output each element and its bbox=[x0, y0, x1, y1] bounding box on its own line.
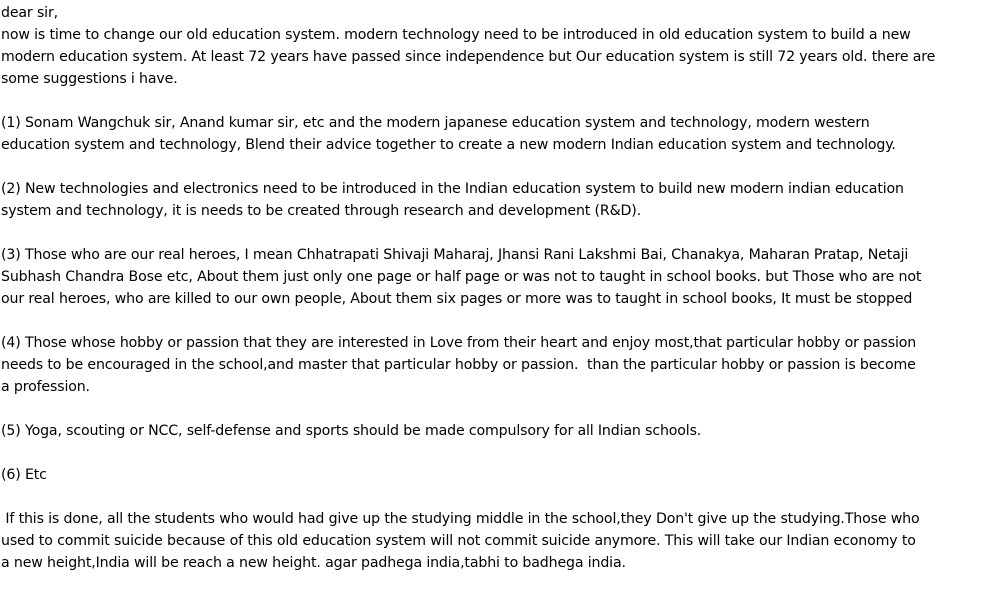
point-3-line-1: (3) Those who are our real heroes, I mean Chhatrapati Shivaji Maharaj, Jhansi Rani Lakshmi Bai, Chanakya, Maharan Pratap, Netaji bbox=[1, 247, 909, 263]
point-6-line-1: (6) Etc bbox=[1, 467, 47, 483]
closing-line-2: used to commit suicide because of this old education system will not commit suicide anymore. This will take our Indian economy to bbox=[1, 533, 916, 549]
intro-line-1: now is time to change our old education system. modern technology need to be introduced in old education system to build a new bbox=[1, 27, 911, 43]
point-1-line-2: education system and technology, Blend their advice together to create a new modern Indian education system and technology. bbox=[1, 137, 896, 153]
closing-line-3: a new height,India will be reach a new height. agar padhega india,tabhi to badhega india. bbox=[1, 555, 626, 571]
point-3-line-3: our real heroes, who are killed to our own people, About them six pages or more was to taught in school books, It must be stopped bbox=[1, 291, 913, 307]
point-1-line-1: (1) Sonam Wangchuk sir, Anand kumar sir, etc and the modern japanese education system and technology, modern western bbox=[1, 115, 870, 131]
point-3-line-2: Subhash Chandra Bose etc, About them just only one page or half page or was not to taught in school books. but Those who are not bbox=[1, 269, 922, 285]
blank-line bbox=[1, 156, 999, 178]
closing-line-1: If this is done, all the students who would had give up the studying middle in the school,they Don't give up the studying.Those who bbox=[1, 511, 920, 527]
blank-line bbox=[1, 90, 999, 112]
blank-line bbox=[1, 486, 999, 508]
point-5-line-1: (5) Yoga, scouting or NCC, self-defense and sports should be made compulsory for all Indian schools. bbox=[1, 423, 702, 439]
point-4-line-1: (4) Those whose hobby or passion that they are interested in Love from their heart and enjoy most,that particular hobby or passion bbox=[1, 335, 917, 351]
blank-line bbox=[1, 310, 999, 332]
blank-line bbox=[1, 222, 999, 244]
point-4-line-2: needs to be encouraged in the school,and master that particular hobby or passion. than the particular hobby or passion is become bbox=[1, 357, 916, 373]
blank-line bbox=[1, 442, 999, 464]
intro-line-3: some suggestions i have. bbox=[1, 71, 178, 87]
intro-line-2: modern education system. At least 72 years have passed since independence but Our education system is still 72 years old. there are bbox=[1, 49, 936, 65]
blank-line bbox=[1, 398, 999, 420]
greeting-line: dear sir, bbox=[1, 5, 58, 21]
point-2-line-1: (2) New technologies and electronics need to be introduced in the Indian education system to build new modern indian education bbox=[1, 181, 904, 197]
point-4-line-3: a profession. bbox=[1, 379, 90, 395]
point-2-line-2: system and technology, it is needs to be created through research and development (R&D). bbox=[1, 203, 641, 219]
